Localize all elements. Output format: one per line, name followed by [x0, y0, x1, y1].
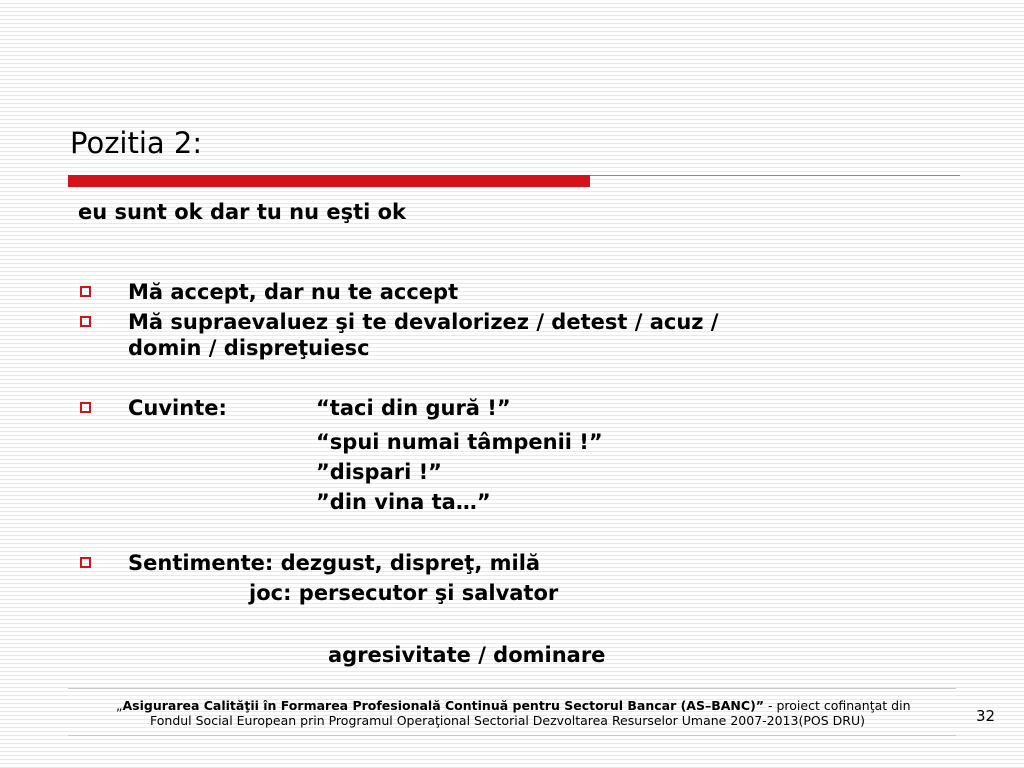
square-bullet-icon — [80, 316, 91, 327]
footer-divider-bottom — [68, 735, 956, 736]
words-line-1: “taci din gură !” — [316, 396, 511, 420]
page-number: 32 — [976, 707, 996, 725]
aggression-line: agresivitate / dominare — [328, 643, 606, 667]
bullet-text-overvalue-cont: domin / dispreţuiesc — [128, 336, 370, 360]
bullet-text-accept: Mă accept, dar nu te accept — [128, 280, 459, 304]
footer-project-line — [116, 698, 911, 714]
game-line: joc: persecutor şi salvator — [249, 581, 559, 605]
words-label: Cuvinte: — [128, 396, 227, 420]
footer-quote-open: „ — [116, 698, 123, 713]
square-bullet-icon — [80, 402, 91, 413]
words-line-2: “spui numai tâmpenii !” — [316, 430, 603, 454]
feelings-line: Sentimente: dezgust, dispreţ, milă — [128, 551, 541, 575]
title-divider-line — [590, 175, 960, 176]
words-line-3: ”dispari !” — [316, 460, 442, 484]
footer-project-name: Asigurarea Calităţii în Formarea Profesională Continuă pentru Sectorul Bancar (AS–BANC)” — [122, 698, 765, 713]
slide-subtitle: eu sunt ok dar tu nu eşti ok — [78, 200, 407, 224]
footer-divider-top — [68, 688, 956, 689]
footer-project-suffix: - proiect cofinanţat din — [764, 698, 911, 713]
slide-title: Pozitia 2: — [70, 126, 203, 160]
bullet-text-overvalue: Mă supraevaluez şi te devalorizez / detest / acuz / — [128, 310, 719, 334]
footer-fund-line: Fondul Social European prin Programul Operaţional Sectorial Dezvoltarea Resurselor Umane 2007-2013(POS DRU) — [150, 713, 865, 728]
square-bullet-icon — [80, 557, 91, 568]
title-accent-bar — [68, 175, 590, 187]
words-line-4: ”din vina ta…” — [316, 490, 491, 514]
square-bullet-icon — [80, 286, 91, 297]
